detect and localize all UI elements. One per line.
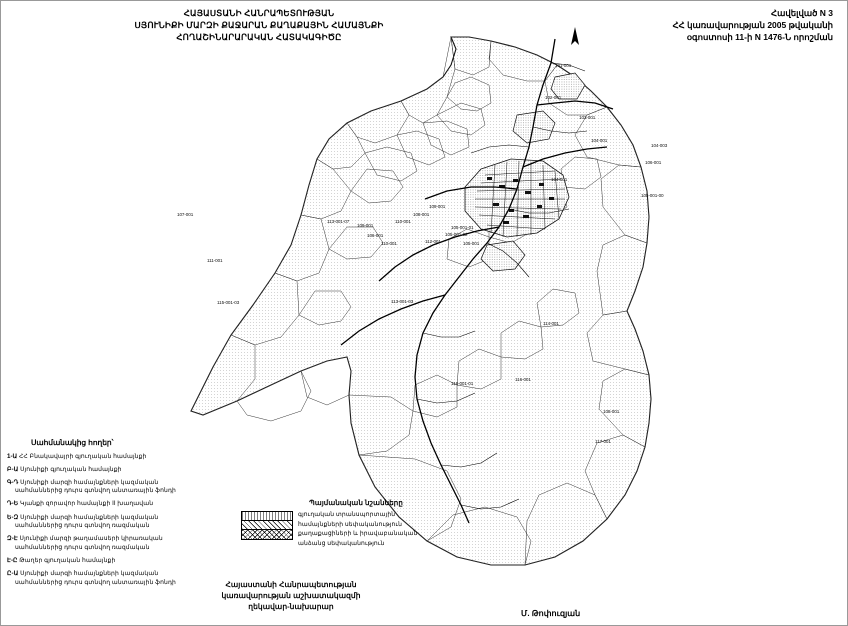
parcel-label: 110-001	[395, 219, 411, 224]
legend-item-label: Սյունիքի գյուղական համայնքի	[20, 465, 122, 473]
parcel-label: 110-001	[381, 241, 397, 246]
parcel-label: 104-003	[651, 143, 668, 148]
signature-name: Մ. Թոփուզյան	[521, 609, 581, 618]
parcel-label: 108-001	[603, 409, 620, 414]
legend-item	[7, 453, 222, 462]
legend-item-label: Թաղեր գյուղական համայնքի	[19, 556, 116, 564]
parcel-label: 105-001	[463, 241, 480, 246]
conventional-sign-label: քաղաքացիների և իրավաբանական	[298, 530, 418, 538]
conventional-signs-legend	[241, 499, 471, 549]
legend-item	[7, 535, 222, 552]
annex-line-3: օգոստոսի 11-ի N 1476-Ն որոշման	[686, 32, 833, 42]
parcel-label: 108-001	[413, 212, 430, 217]
parcel-label: 113-001-07	[327, 219, 350, 224]
parcel-label: 101-001	[555, 63, 572, 68]
legend-item	[7, 557, 222, 566]
legend-item-code: Է-Ը	[7, 556, 18, 564]
legend-item	[7, 500, 222, 509]
parcel-label: 105-001-02	[445, 232, 468, 237]
legend-item	[7, 514, 222, 531]
title-line-3: ՀՈՂԱՇԻՆԱՐԱՐԱԿԱՆ ՀԱՏԱԿԱԳԻԾԸ	[176, 32, 342, 42]
parcel-label: 116-001-01	[451, 381, 474, 386]
parcel-label: 107-001	[177, 212, 194, 217]
legend-item-label-2: սահմաններից դուրս գտնվող անտառային ֆոնդի	[15, 578, 176, 586]
legend-item-label: Սյունիքի մարզի համայնքների կազմական	[20, 478, 159, 486]
parcel-label: 113-001-03	[391, 299, 414, 304]
signature-line-2: կառավարության աշխատակազմի	[221, 591, 361, 600]
legend-item-code: Բ-Ա	[7, 465, 19, 473]
north-arrow	[571, 27, 579, 45]
adjoining-lands-legend	[7, 439, 222, 592]
parcel-label: 115-001-03	[217, 300, 240, 305]
legend-item-label: Սյունիքի մարզի համայնքների կազմական	[20, 513, 159, 521]
conventional-sign-label: գյուղական տրանսպորտային	[298, 511, 396, 519]
parcel-label: 104-001	[591, 138, 608, 143]
parcel-label: 102-001	[545, 95, 562, 100]
parcel-label: 116-001	[515, 377, 531, 382]
legend-item-code: Զ-Է	[7, 535, 18, 543]
annex-line-1: Հավելված N 3	[771, 8, 833, 18]
legend-item-code: Դ-Ե	[7, 500, 19, 508]
parcel-label: 103-001	[579, 115, 596, 120]
conventional-signs-title: Պայմանական նշանները	[309, 498, 403, 507]
annex-line-2: ՀՀ կառավարության 2005 թվականի	[672, 20, 833, 30]
legend-item-label-2: սահմաններից դուրս գտնվող ռազմական	[15, 522, 150, 530]
legend-item-code: 1-Ա	[7, 452, 18, 460]
title-line-2: ՍՅՈՒՆԻՔԻ ՄԱՐԶԻ ՔԱՋԱՐԱՆ ՔԱՂԱՔԱՅԻՆ ՀԱՄԱՅՆՔԻ	[134, 20, 384, 30]
signature-block	[176, 579, 406, 612]
legend-item-label-2: սահմաններից դուրս գտնվող ռազմական	[15, 543, 150, 551]
parcel-label: 111-001	[207, 258, 223, 263]
title-line-1: ՀԱՅԱՍՏԱՆԻ ՀԱՆՐԱՊԵՏՈՒԹՅԱՆ	[183, 8, 335, 18]
legend-item	[7, 479, 222, 496]
parcel-label: 104-001	[551, 177, 568, 182]
swatch-stack	[241, 511, 293, 540]
signature-line-3: ղեկավար-նախարար	[248, 602, 334, 611]
parcel-label: 106-001	[645, 160, 662, 165]
parcel-label: 117-001	[595, 439, 611, 444]
legend-item-code: Ե-Զ	[7, 513, 19, 521]
hatch-horizontal-swatch	[242, 512, 292, 521]
parcel-label: 106-001	[367, 233, 384, 238]
legend-item-code: Ը-Ա	[7, 570, 19, 578]
legend-item-label: Սյունիքի մարզի համայնքների կազմական	[20, 570, 159, 578]
parcel-label: 109-001	[429, 204, 446, 209]
parcel-label: 112-001	[425, 239, 441, 244]
parcel-label: 114-001	[543, 321, 559, 326]
parcel-label: 105-001-00	[641, 193, 664, 198]
legend-title: Սահմանակից հողեր՝	[31, 438, 114, 447]
conventional-sign-label: համայնքների սեփականություն	[298, 520, 402, 528]
legend-item	[7, 466, 222, 475]
legend-item-label: Սյունիքի մարզի թաղամասերի կիրառական	[19, 535, 163, 543]
conventional-signs-text	[298, 511, 417, 549]
hatch-cross-swatch	[242, 530, 292, 539]
conventional-sign-extra: անձանց սեփականություն	[298, 539, 385, 547]
legend-item-label-2: սահմաններից դուրս գտնվող անտառային ֆոնդի	[15, 487, 176, 495]
legend-item-label: Կյանքի զորավոր համայնքի II խաղավան	[20, 500, 154, 508]
legend-item-code: Գ-Դ	[7, 478, 19, 486]
hatch-diagonal-swatch	[242, 521, 292, 530]
parcel-label: 105-001-01	[451, 225, 474, 230]
legend-item-label: ՀՀ Բնակավայրի գյուղական համայնքի	[18, 452, 147, 460]
parcel-label: 109-001	[357, 223, 374, 228]
signature-line-1: Հայաստանի Հանրապետության	[225, 580, 357, 589]
